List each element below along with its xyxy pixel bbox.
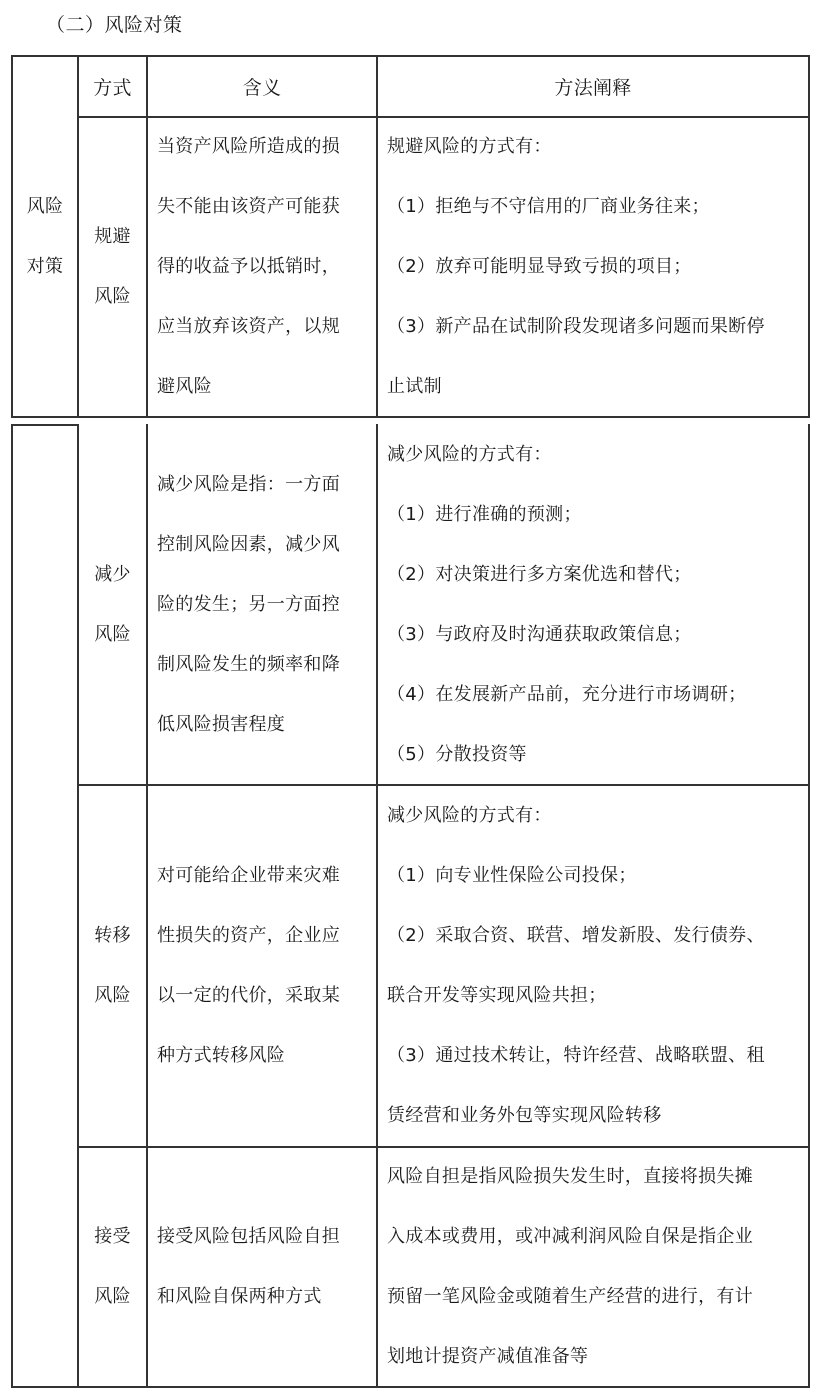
header-method-label: 方式: [93, 77, 132, 99]
explanation-line: 入成本或费用，或冲减利润风险自保是指企业: [387, 1226, 753, 1247]
method-line: 接受: [94, 1226, 131, 1247]
explanation-cell: [387, 786, 808, 1146]
explanation-line: （2）采取合资、联营、增发新股、发行债券、: [387, 925, 765, 946]
table-border-right: [808, 424, 810, 1388]
explanation-line: 止试制: [387, 376, 442, 397]
explanation-line: （5）分散投资等: [387, 744, 527, 765]
meaning-line: 减少风险是指：一方面: [157, 474, 340, 495]
table-border-right: [808, 55, 810, 418]
meaning-line: 性损失的资产，企业应: [157, 925, 340, 946]
meaning-line: 制风险发生的频率和降: [157, 654, 340, 675]
explanation-line: （4）在发展新产品前，充分进行市场调研；: [387, 684, 747, 705]
meaning-cell: [157, 118, 376, 416]
meaning-line: 应当放弃该资产，以规: [157, 316, 340, 337]
method-cell: [79, 426, 146, 784]
meaning-cell: [157, 786, 376, 1146]
method-line: 风险: [94, 624, 131, 645]
explanation-line: 风险自担是指风险损失发生时，直接将损失摊: [387, 1166, 753, 1187]
explanation-line: 减少风险的方式有：: [387, 444, 552, 465]
explanation-cell: [387, 118, 808, 416]
meaning-line: 险的发生；另一方面控: [157, 594, 340, 615]
explanation-cell: [387, 1148, 808, 1386]
method-cell: [79, 118, 146, 416]
group-label-line: 风险: [26, 195, 64, 217]
explanation-line: 规避风险的方式有：: [387, 136, 552, 157]
meaning-line: 以一定的代价，采取某: [157, 985, 340, 1006]
method-cell: [79, 786, 146, 1146]
explanation-cell: [387, 426, 808, 784]
meaning-line: 避风险: [157, 376, 212, 397]
explanation-line: 预留一笔风险金或随着生产经营的进行，有计: [387, 1286, 753, 1307]
explanation-line: （1）向专业性保险公司投保；: [387, 865, 637, 886]
explanation-line: （2）对决策进行多方案优选和替代；: [387, 564, 692, 585]
meaning-line: 对可能给企业带来灾难: [157, 865, 340, 886]
meaning-line: 和风险自保两种方式: [157, 1286, 322, 1307]
group-label-line: 对策: [26, 255, 64, 277]
meaning-line: 低风险损害程度: [157, 714, 286, 735]
header-cell-explanation: [378, 57, 808, 116]
column-divider-3: [376, 424, 378, 1388]
column-divider-2: [146, 424, 148, 1388]
meaning-line: 失不能由该资产可能获: [157, 196, 340, 217]
meaning-line: 得的收益予以抵销时，: [157, 256, 340, 277]
explanation-line: （3）通过技术转让，特许经营、战略联盟、租: [387, 1045, 765, 1066]
method-line: 转移: [94, 925, 131, 946]
method-line: 规避: [94, 226, 131, 247]
group-label-cell-continued: [13, 426, 77, 1386]
explanation-line: 联合开发等实现风险共担；: [387, 985, 607, 1006]
explanation-line: 赁经营和业务外包等实现风险转移: [387, 1105, 662, 1126]
header-cell-meaning: [148, 57, 376, 116]
method-line: 风险: [94, 1286, 131, 1307]
method-cell: [79, 1148, 146, 1386]
meaning-line: 控制风险因素，减少风: [157, 534, 340, 555]
explanation-line: （1）拒绝与不守信用的厂商业务往来；: [387, 196, 710, 217]
method-line: 风险: [94, 286, 131, 307]
explanation-line: （1）进行准确的预测；: [387, 504, 582, 525]
group-label-cell: [13, 57, 77, 416]
meaning-cell: [157, 426, 376, 784]
header-explanation-label: 方法阐释: [554, 77, 632, 99]
explanation-line: （3）新产品在试制阶段发现诸多问题而果断停: [387, 316, 765, 337]
meaning-cell: [157, 1148, 376, 1386]
explanation-line: 划地计提资产减值准备等: [387, 1346, 589, 1367]
explanation-line: （2）放弃可能明显导致亏损的项目；: [387, 256, 692, 277]
header-cell-method: [79, 57, 146, 116]
method-line: 减少: [94, 564, 131, 585]
meaning-line: 当资产风险所造成的损: [157, 136, 340, 157]
meaning-line: 接受风险包括风险自担: [157, 1226, 340, 1247]
explanation-line: （3）与政府及时沟通获取政策信息；: [387, 624, 692, 645]
section-heading: （二）风险对策: [46, 14, 183, 36]
meaning-line: 种方式转移风险: [157, 1045, 286, 1066]
method-line: 风险: [94, 985, 131, 1006]
explanation-line: 减少风险的方式有：: [387, 805, 552, 826]
header-meaning-label: 含义: [242, 77, 282, 99]
